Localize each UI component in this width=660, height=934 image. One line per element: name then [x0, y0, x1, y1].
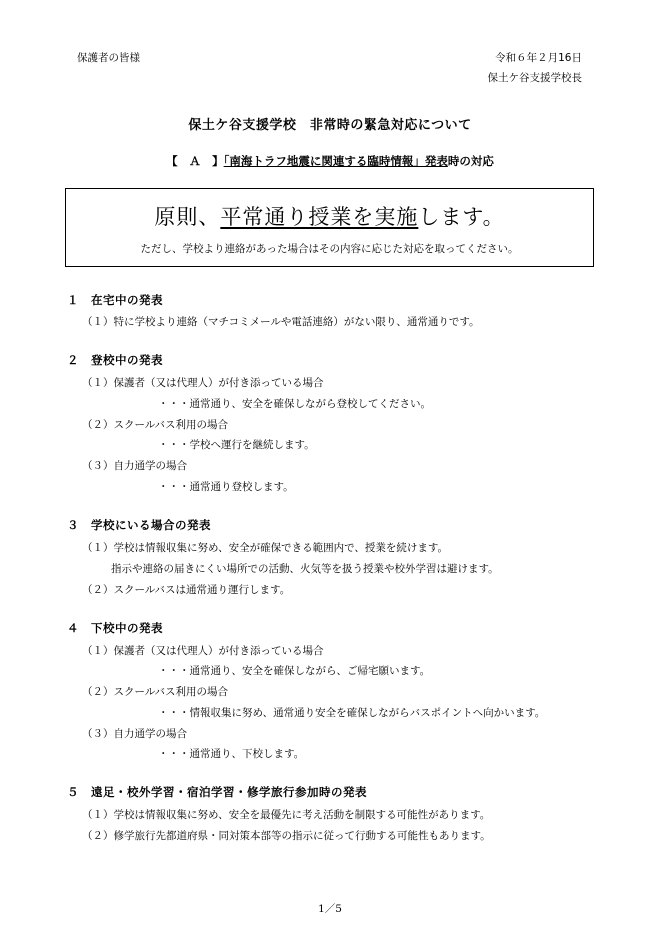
section-line: ・・・通常通り、安全を確保しながら、ご帰宅願います。	[158, 665, 431, 677]
section-line: （３）自力通学の場合	[82, 460, 187, 472]
section-line: ・・・情報収集に努め、通常通り安全を確保しながらバスポイントへ向かいます。	[158, 707, 546, 719]
issue-date: 令和６年２月16日	[495, 52, 582, 64]
section-heading: ４ 下校中の発表	[67, 621, 163, 635]
principle-statement	[66, 201, 593, 231]
section-heading: ３ 学校にいる場合の発表	[67, 518, 211, 532]
subtitle-underlined: 「南海トラフ地震に関連する臨時情報」発表	[223, 154, 448, 168]
section-line: ・・・学校へ運行を継続します。	[158, 439, 315, 451]
section-line: ・・・通常通り、安全を確保しながら登校してください。	[158, 398, 431, 410]
document-title: 保土ケ谷支援学校 非常時の緊急対応について	[188, 118, 472, 133]
principle-underlined: 平常通り授業を実施	[220, 205, 419, 229]
section-line: （２）スクールバスは通常通り運行します。	[82, 584, 291, 596]
section-line: （１）保護者（又は代理人）が付き添っている場合	[82, 645, 324, 657]
principle-box	[65, 188, 594, 267]
section-line: ・・・通常通り、下校します。	[158, 748, 305, 760]
section-line: （２）修学旅行先都道府県・同対策本部等の指示に従って行動する可能性もあります。	[82, 830, 491, 842]
section-line: （３）自力通学の場合	[82, 728, 187, 740]
section-heading: ２ 登校中の発表	[67, 353, 163, 367]
section-line: 指示や連絡の届きにくい場所での活動、火気等を扱う授業や校外学習は避けます。	[111, 563, 499, 575]
section-line: （１）特に学校より連絡（マチコミメールや電話連絡）がない限り、通常通りです。	[82, 316, 480, 328]
subtitle-bracket: 【 Ａ 】	[166, 154, 224, 168]
section-line: （１）学校は情報収集に努め、安全を最優先に考え活動を制限する可能性があります。	[82, 809, 491, 821]
section-line: （１）保護者（又は代理人）が付き添っている場合	[82, 377, 324, 389]
principle-tail: します。	[418, 205, 505, 229]
section-heading: １ 在宅中の発表	[67, 293, 163, 307]
principle-note: ただし、学校より連絡があった場合はその内容に応じた対応を取ってください。	[140, 243, 519, 255]
page-number: 1／5	[318, 903, 342, 915]
section-line: （１）学校は情報収集に努め、安全が確保できる範囲内で、授業を続けます。	[82, 542, 449, 554]
section-line: （２）スクールバス利用の場合	[82, 419, 229, 431]
issuer: 保土ケ谷支援学校長	[487, 72, 582, 84]
subtitle-suffix: 時の対応	[447, 154, 494, 168]
section-line: （２）スクールバス利用の場合	[82, 686, 229, 698]
addressee: 保護者の皆様	[77, 52, 140, 64]
principle-lead: 原則、	[154, 205, 221, 229]
section-line: ・・・通常通り登校します。	[158, 481, 294, 493]
section-heading: ５ 遠足・校外学習・宿泊学習・修学旅行参加時の発表	[67, 785, 367, 799]
document-subtitle	[0, 153, 660, 169]
